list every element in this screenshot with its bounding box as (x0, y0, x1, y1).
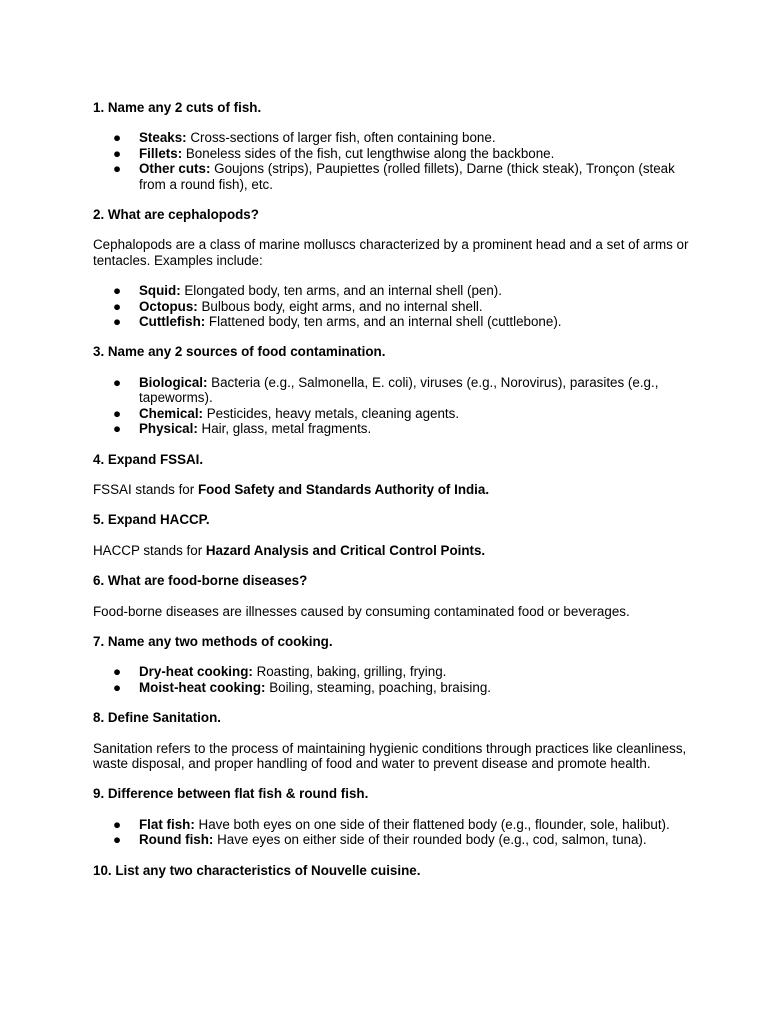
list-item-term: Octopus: (139, 298, 198, 314)
list-item (93, 406, 693, 421)
question-heading: 9. Difference between flat fish & round fish. (93, 786, 369, 802)
list-item-text: Goujons (strips), Paupiettes (rolled fillets), Darne (thick steak), Tronçon (steak from a round fish), etc. (139, 161, 675, 192)
bullet-icon: ● (113, 664, 122, 680)
list-item-text: Have eyes on either side of their rounded body (e.g., cod, salmon, tuna). (213, 832, 647, 848)
list-item-text: Boneless sides of the fish, cut lengthwise along the backbone. (182, 145, 555, 161)
question-heading: 2. What are cephalopods? (93, 207, 259, 223)
list-item-term: Other cuts: (139, 161, 211, 177)
list-item (93, 146, 693, 161)
list-item-text: Pesticides, heavy metals, cleaning agents. (203, 405, 460, 421)
list-item-term: Round fish: (139, 832, 214, 848)
list-item (93, 130, 693, 145)
question-heading: 5. Expand HACCP. (93, 512, 210, 528)
list-item (93, 375, 693, 406)
document-content (93, 100, 693, 893)
bullet-list (93, 283, 693, 329)
question-heading: 4. Expand FSSAI. (93, 451, 204, 467)
list-item (93, 832, 693, 847)
bullet-list (93, 130, 693, 192)
list-item (93, 299, 693, 314)
question-heading: 1. Name any 2 cuts of fish. (93, 100, 262, 115)
list-item-text: Elongated body, ten arms, and an internal shell (pen). (180, 283, 502, 299)
bullet-icon: ● (113, 421, 122, 437)
answer-prefix: HACCP stands for (93, 542, 206, 558)
list-item-text: Flattened body, ten arms, and an internal shell (cuttlebone). (205, 314, 562, 330)
bullet-icon: ● (113, 314, 122, 330)
list-item (93, 680, 693, 695)
question-heading: 3. Name any 2 sources of food contamination. (93, 344, 386, 360)
list-item-term: Flat fish: (139, 816, 195, 832)
list-item-text: Bulbous body, eight arms, and no internal shell. (197, 298, 483, 314)
list-item-term: Steaks: (139, 130, 187, 146)
list-item-term: Moist-heat cooking: (139, 679, 266, 695)
bullet-icon: ● (113, 298, 122, 314)
list-item (93, 664, 693, 679)
answer-prefix: FSSAI stands for (93, 481, 198, 497)
list-item (93, 421, 693, 436)
answer-paragraph: Food-borne diseases are illnesses caused by consuming contaminated food or beverages. (93, 603, 630, 619)
list-item-term: Biological: (139, 374, 208, 390)
list-item (93, 161, 693, 192)
bullet-icon: ● (113, 130, 122, 146)
bullet-list (93, 664, 693, 695)
answer-paragraph: Cephalopods are a class of marine molluscs characterized by a prominent head and a set of arms or tentacles. Examples include: (93, 237, 689, 268)
bullet-icon: ● (113, 145, 122, 161)
answer-expansion: Hazard Analysis and Critical Control Points. (205, 542, 486, 558)
bullet-icon: ● (113, 283, 122, 299)
list-item-text: Bacteria (e.g., Salmonella, E. coli), viruses (e.g., Norovirus), parasites (e.g., tapeworms). (139, 374, 659, 406)
list-item-term: Chemical: (139, 405, 203, 421)
answer-paragraph (93, 543, 693, 558)
bullet-icon: ● (113, 816, 122, 832)
bullet-icon: ● (113, 832, 122, 848)
list-item-text: Roasting, baking, grilling, frying. (252, 664, 447, 680)
bullet-icon: ● (113, 161, 122, 177)
list-item-term: Physical: (139, 421, 198, 437)
list-item-text: Have both eyes on one side of their flattened body (e.g., flounder, sole, halibut). (194, 816, 670, 832)
list-item-text: Hair, glass, metal fragments. (197, 421, 372, 437)
list-item-term: Cuttlefish: (139, 314, 206, 330)
list-item-term: Dry-heat cooking: (139, 664, 253, 680)
question-heading: 7. Name any two methods of cooking. (93, 633, 333, 649)
question-heading: 8. Define Sanitation. (93, 710, 221, 726)
list-item (93, 283, 693, 298)
list-item-term: Fillets: (139, 145, 183, 161)
bullet-icon: ● (113, 405, 122, 421)
list-item (93, 817, 693, 832)
answer-paragraph (93, 482, 693, 497)
question-heading: 10. List any two characteristics of Nouvelle cuisine. (93, 862, 421, 878)
answer-expansion: Food Safety and Standards Authority of India. (197, 481, 490, 497)
bullet-icon: ● (113, 374, 122, 390)
list-item-text: Cross-sections of larger fish, often containing bone. (186, 130, 496, 146)
list-item-text: Boiling, steaming, poaching, braising. (265, 679, 492, 695)
answer-paragraph: Sanitation refers to the process of maintaining hygienic conditions through practices like cleanliness, waste disposal, and proper handling of food and water to prevent disease and promote health. (93, 740, 687, 771)
bullet-list (93, 817, 693, 848)
bullet-list (93, 375, 693, 437)
list-item (93, 314, 693, 329)
bullet-icon: ● (113, 679, 122, 695)
list-item-term: Squid: (139, 283, 181, 299)
question-heading: 6. What are food-borne diseases? (93, 573, 308, 589)
